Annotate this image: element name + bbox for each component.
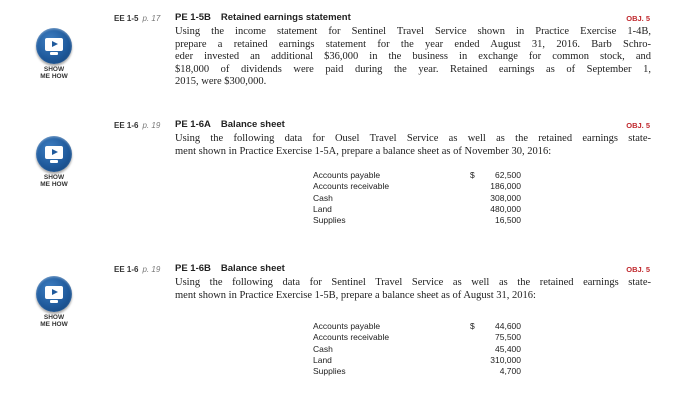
account-row: Supplies 4,700 — [313, 366, 521, 377]
account-row: Land 310,000 — [313, 354, 521, 365]
monitor-play-icon — [45, 146, 63, 159]
account-list — [313, 170, 521, 226]
exercise-pe-1-5b — [0, 0, 696, 110]
page-reference: p. 17 — [142, 14, 161, 23]
account-row: Supplies 16,500 — [313, 215, 521, 226]
page-reference: p. 19 — [142, 121, 161, 130]
exercise-title: PE 1-6B Balance sheet — [175, 263, 285, 274]
objective-badge: OBJ. 5 — [626, 14, 650, 23]
account-row: Accounts payable $ 44,600 — [313, 321, 521, 331]
show-me-how-icon[interactable] — [36, 276, 72, 312]
account-row: Cash 308,000 — [313, 192, 521, 203]
ee-reference: EE 1-6 p. 19 — [114, 121, 161, 130]
exercise-title: PE 1-5B Retained earnings statement — [175, 12, 351, 23]
monitor-play-icon — [45, 286, 63, 299]
show-me-how-label[interactable]: SHOW ME HOW — [40, 66, 68, 80]
show-me-how-label[interactable]: SHOW ME HOW — [40, 174, 68, 188]
exercise-text: Using the following data for Sentinel Travel Service as well as the retained earnings state- ment shown in Practice Exercise 1-5B, prepare a balance sheet as of August 31, 2016: — [175, 277, 651, 301]
show-me-how-icon[interactable] — [36, 136, 72, 172]
ee-reference: EE 1-6 p. 19 — [114, 265, 161, 274]
exercise-pe-1-6a — [0, 112, 696, 252]
account-list — [313, 321, 521, 377]
show-me-how-icon[interactable] — [36, 28, 72, 64]
exercise-pe-1-6b — [0, 255, 696, 405]
account-row: Accounts receivable 75,500 — [313, 332, 521, 343]
objective-badge: OBJ. 5 — [626, 265, 650, 274]
exercise-text: Using the following data for Ousel Travel Service as well as the retained earnings state- ment shown in Practice Exercise 1-5A, prepare a balance sheet as of November 30, 2016: — [175, 133, 651, 157]
account-row: Accounts receivable 186,000 — [313, 181, 521, 192]
account-row: Cash 45,400 — [313, 343, 521, 354]
page-reference: p. 19 — [142, 265, 161, 274]
account-row: Land 480,000 — [313, 203, 521, 214]
monitor-play-icon — [45, 38, 63, 51]
show-me-how-label[interactable]: SHOW ME HOW — [40, 314, 68, 328]
objective-badge: OBJ. 5 — [626, 121, 650, 130]
exercise-title: PE 1-6A Balance sheet — [175, 119, 285, 130]
ee-reference: EE 1-5 p. 17 — [114, 14, 161, 23]
exercise-text: Using the income statement for Sentinel Travel Service shown in Practice Exercise 1-4B, prepare a retained earnings statement for the year ended August 31, 2016. Barb Schro- eder invested an additional $36,000 in the business in exchange for common stock, and $18,000 of dividends were paid during the year. Retained earnings as of September 1, 2015, were $300,000. — [175, 26, 651, 87]
account-row: Accounts payable $ 62,500 — [313, 170, 521, 180]
